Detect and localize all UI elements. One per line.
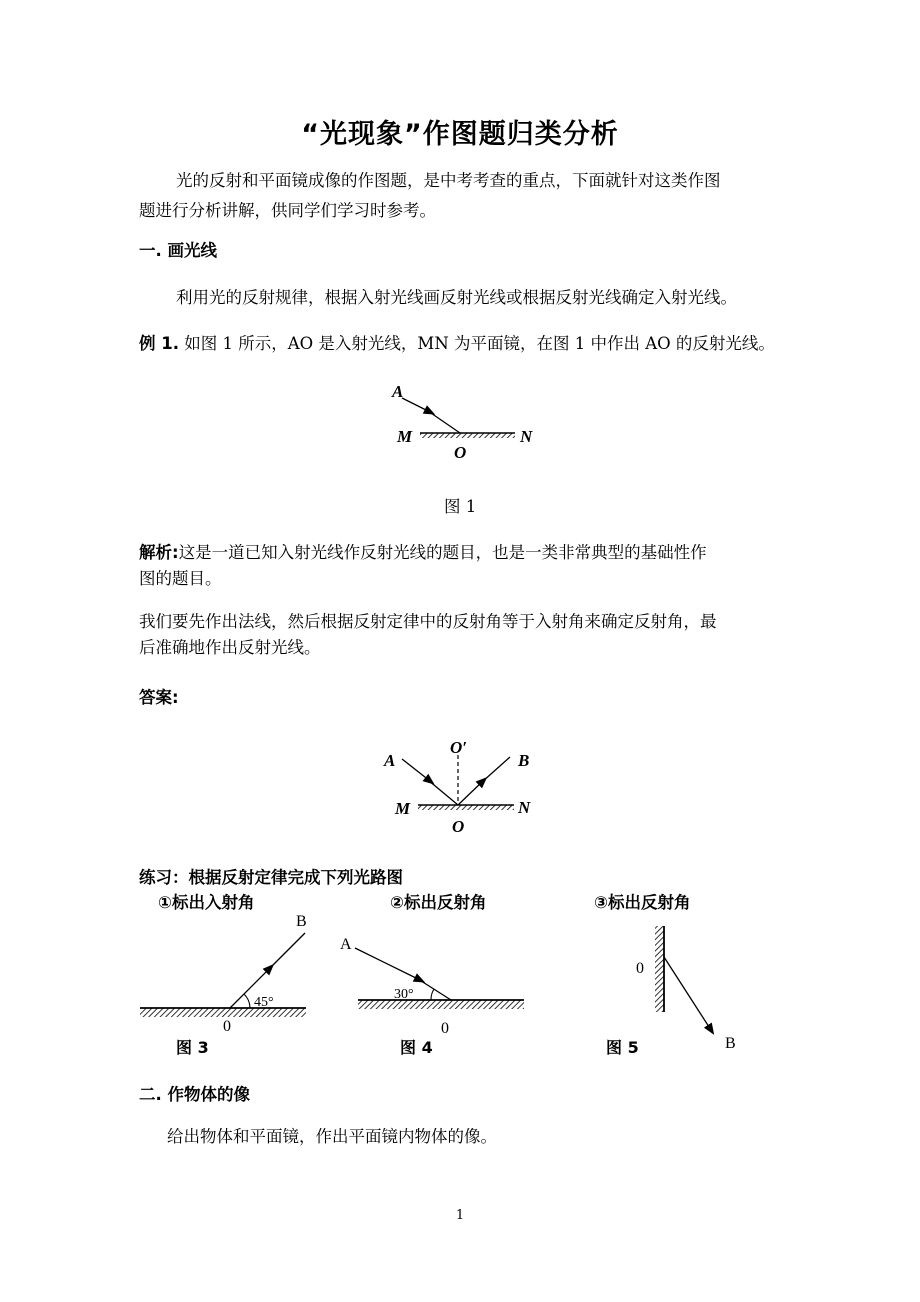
- fig3-mirror: [140, 1008, 306, 1017]
- answer-label-b: B: [518, 751, 530, 770]
- fig4-angle-label: 30°: [394, 987, 414, 1002]
- label-o: O: [454, 443, 467, 462]
- practice-heading: 练习：根据反射定律完成下列光路图: [139, 868, 403, 887]
- label-n: N: [520, 427, 533, 446]
- reflected-ray: [482, 757, 510, 782]
- fig3-angle-label: 45°: [254, 995, 274, 1010]
- section1-heading: 一. 画光线: [139, 241, 218, 260]
- analysis-text-1: 这是一道已知入射光线作反射光线的题目，也是一类非常典型的基础性作: [178, 543, 707, 562]
- fig3-angle-arc: [244, 994, 250, 1008]
- analysis-text-2: 图的题目。: [139, 569, 222, 588]
- incident-ray-arrow: [402, 398, 430, 412]
- fig4-angle-arc: [431, 989, 434, 1000]
- analysis-para-1: [139, 538, 707, 568]
- practice-2-title: ②标出反射角: [390, 893, 487, 912]
- fig4-label-a: A: [340, 936, 352, 953]
- section2-text: 给出物体和平面镜，作出平面镜内物体的像。: [167, 1127, 497, 1146]
- intro-line-1: 光的反射和平面镜成像的作图题，是中考考查的重点，下面就针对这类作图: [176, 171, 721, 190]
- answer-incident-arrow: [402, 759, 430, 781]
- figure-5: [595, 920, 755, 1055]
- practice-1-title: ①标出入射角: [158, 893, 255, 912]
- fig5-caption: 图 5: [606, 1038, 639, 1055]
- figure-1-caption: 图 1: [444, 497, 477, 516]
- answer-label-n: N: [518, 798, 531, 817]
- label-m: M: [397, 427, 413, 446]
- example1-text: 如图 1 所示，AO 是入射光线，MN 为平面镜，在图 1 中作出 AO 的反射光线。: [184, 334, 775, 353]
- fig3-caption: 图 3: [176, 1038, 209, 1055]
- fig4-label-o: 0: [441, 1020, 449, 1037]
- answer-label-oprime: O′: [450, 738, 468, 757]
- fig5-ray: [664, 957, 711, 1030]
- fig4-caption: 图 4: [400, 1038, 433, 1055]
- fig3-label-o: 0: [223, 1018, 231, 1035]
- fig5-mirror: [655, 926, 664, 1012]
- fig3-label-b: B: [296, 913, 307, 930]
- analysis-para2-line2: 后准确地作出反射光线。: [139, 638, 321, 657]
- page-title: “光现象”作图题归类分析: [301, 119, 619, 150]
- figure-4: [335, 925, 535, 1055]
- example1-label: 例 1.: [139, 334, 179, 353]
- analysis-label: 解析:: [139, 543, 179, 562]
- fig5-label-b: B: [725, 1035, 736, 1052]
- answer-figure: [378, 735, 548, 840]
- intro-line-2: 题进行分析讲解，供同学们学习时参考。: [139, 201, 436, 220]
- fig4-ray-arrow: [355, 948, 420, 980]
- section1-text: 利用光的反射规律，根据入射光线画反射光线或根据反射光线确定入射光线。: [176, 288, 737, 307]
- answer-label-m: M: [395, 799, 411, 818]
- answer-label: 答案:: [139, 688, 179, 707]
- fig5-label-o: 0: [636, 960, 644, 977]
- answer-label-o: O: [452, 817, 465, 836]
- answer-incident-ray: [428, 780, 458, 805]
- page-number: 1: [455, 1208, 465, 1223]
- answer-label-a: A: [384, 751, 396, 770]
- incident-ray: [428, 411, 460, 433]
- fig4-mirror: [358, 1000, 524, 1009]
- figure-1: [380, 378, 550, 468]
- example1: [139, 329, 775, 359]
- fig3-ray: [268, 933, 305, 970]
- section2-heading: 二. 作物体的像: [139, 1085, 251, 1104]
- figure-3: [130, 905, 320, 1055]
- fig4-ray: [418, 979, 451, 1000]
- practice-3-title: ③标出反射角: [594, 893, 691, 912]
- label-a: A: [392, 382, 404, 401]
- reflected-ray-arrow: [458, 781, 483, 805]
- analysis-para2-line1: 我们要先作出法线，然后根据反射定律中的反射角等于入射角来确定反射角，最: [139, 612, 717, 631]
